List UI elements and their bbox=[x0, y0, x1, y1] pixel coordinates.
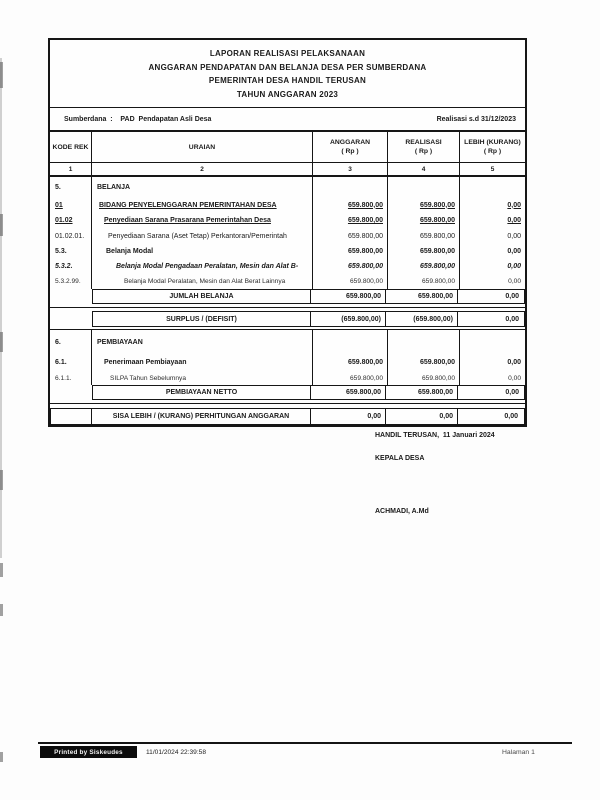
table-row-belanja-modal bbox=[50, 244, 525, 258]
cell-uraian: BIDANG PENYELENGGARAN PEMERINTAHAN DESA bbox=[92, 197, 313, 213]
cell-uraian: Belanja Modal bbox=[92, 244, 313, 258]
table-row-penerimaan-pembiayaan bbox=[50, 354, 525, 371]
report-table bbox=[48, 38, 527, 427]
cell-anggaran: (659.800,00) bbox=[311, 312, 386, 326]
signature-block bbox=[375, 432, 495, 515]
scan-edge-tick bbox=[0, 470, 3, 490]
cell-lebih: 0,00 bbox=[507, 201, 521, 209]
table-header-row bbox=[50, 132, 525, 163]
signature-place-date: HANDIL TERUSAN, 11 Januari 2024 bbox=[375, 432, 495, 439]
cell-anggaran: 659.800,00 bbox=[313, 354, 388, 371]
table-row-penyediaan-aset bbox=[50, 228, 525, 244]
table-row-silpa bbox=[50, 371, 525, 385]
cell-anggaran: 659.800,00 bbox=[313, 244, 388, 258]
signature-role: KEPALA DESA bbox=[375, 455, 425, 462]
cell-kode: 5.3.2. bbox=[50, 258, 92, 274]
cell-lebih: 0,00 bbox=[507, 359, 521, 366]
pembiayaan-netto-label: PEMBIAYAAN NETTO bbox=[93, 386, 311, 399]
cell-lebih bbox=[460, 177, 525, 197]
cell-anggaran: 659.800,00 bbox=[313, 213, 388, 228]
page-number: Halaman 1 bbox=[502, 749, 535, 756]
cell-realisasi: 0,00 bbox=[386, 409, 458, 424]
table-row-penyediaan-sarana bbox=[50, 213, 525, 228]
cell-lebih: 0,00 bbox=[507, 247, 521, 255]
surplus-defisit-row bbox=[92, 311, 525, 327]
cell-kode: 01.02 bbox=[50, 213, 92, 228]
footer-rule bbox=[38, 742, 572, 744]
cell-kode: 5.3. bbox=[50, 244, 92, 258]
cell-lebih: 0,00 bbox=[505, 315, 519, 323]
table-row-pembiayaan bbox=[50, 330, 525, 354]
cell-lebih: 0,00 bbox=[505, 389, 519, 396]
cell-realisasi: 659.800,00 bbox=[388, 228, 460, 244]
cell-realisasi: 659.800,00 bbox=[388, 274, 460, 289]
cell-anggaran: 0,00 bbox=[311, 409, 386, 424]
header-kode-rek: KODE REK bbox=[50, 132, 92, 162]
cell-kode: 01 bbox=[50, 197, 92, 213]
cell-realisasi: 659.800,00 bbox=[388, 197, 460, 213]
cell-realisasi: 659.800,00 bbox=[388, 213, 460, 228]
cell-uraian: Belanja Modal Pengadaan Peralatan, Mesin dan Alat B- bbox=[92, 258, 313, 274]
meta-row bbox=[50, 108, 525, 132]
cell-realisasi: 659.800,00 bbox=[386, 290, 458, 303]
cell-anggaran: 659.800,00 bbox=[313, 197, 388, 213]
cell-uraian: Penyediaan Sarana Prasarana Pemerintahan Desa bbox=[92, 213, 313, 228]
cell-lebih: 0,00 bbox=[505, 293, 519, 300]
printed-by-badge: Printed by Siskeudes bbox=[40, 746, 137, 758]
cell-anggaran: 659.800,00 bbox=[311, 386, 386, 399]
sisa-lebih-row bbox=[50, 408, 525, 425]
cell-anggaran: 659.800,00 bbox=[313, 228, 388, 244]
table-row-belanja-modal-pengadaan bbox=[50, 258, 525, 274]
cell-anggaran bbox=[313, 330, 388, 354]
table-row-belanja-modal-peralatan bbox=[50, 274, 525, 289]
cell-realisasi: 659.800,00 bbox=[386, 386, 458, 399]
cell-kode-empty bbox=[51, 409, 92, 424]
scan-edge-tick bbox=[0, 214, 3, 236]
surplus-defisit-label: SURPLUS / (DEFISIT) bbox=[93, 312, 311, 326]
header-realisasi: REALISASI ( Rp ) bbox=[388, 132, 460, 162]
cell-lebih: 0,00 bbox=[508, 374, 521, 382]
scan-edge-tick bbox=[0, 752, 3, 762]
cell-lebih: 0,00 bbox=[504, 413, 518, 420]
sisa-lebih-label: SISA LEBIH / (KURANG) PERHITUNGAN ANGGARAN bbox=[92, 409, 311, 424]
cell-kode: 6.1.1. bbox=[50, 371, 92, 385]
cell-anggaran bbox=[313, 177, 388, 197]
cell-kode: 5.3.2.99. bbox=[50, 274, 92, 289]
header-uraian: URAIAN bbox=[92, 132, 313, 162]
scan-edge-tick bbox=[0, 563, 3, 577]
jumlah-belanja-row bbox=[92, 289, 525, 304]
cell-kode: 01.02.01. bbox=[50, 228, 92, 244]
cell-uraian: PEMBIAYAAN bbox=[92, 330, 313, 354]
cell-lebih: 0,00 bbox=[508, 278, 521, 285]
col-num-5: 5 bbox=[490, 165, 495, 173]
table-row-belanja bbox=[50, 177, 525, 197]
cell-lebih: 0,00 bbox=[507, 232, 521, 240]
cell-lebih: 0,00 bbox=[507, 262, 521, 270]
report-title-line1: LAPORAN REALISASI PELAKSANAAN bbox=[209, 49, 366, 58]
report-title-block bbox=[50, 40, 525, 108]
cell-kode: 6.1. bbox=[50, 354, 92, 371]
table-row-bidang bbox=[50, 197, 525, 213]
scan-edge-tick bbox=[0, 62, 3, 88]
scan-edge-tick bbox=[0, 604, 3, 616]
cell-lebih: 0,00 bbox=[507, 217, 521, 224]
cell-lebih bbox=[460, 330, 525, 354]
cell-kode: 5. bbox=[50, 177, 92, 197]
cell-uraian: Belanja Modal Peralatan, Mesin dan Alat Berat Lainnya bbox=[92, 274, 313, 289]
cell-uraian: BELANJA bbox=[92, 177, 313, 197]
jumlah-belanja-label: JUMLAH BELANJA bbox=[93, 290, 311, 303]
cell-anggaran: 659.800,00 bbox=[313, 371, 388, 385]
cell-realisasi: 659.800,00 bbox=[388, 258, 460, 274]
cell-kode: 6. bbox=[50, 330, 92, 354]
cell-realisasi bbox=[388, 177, 460, 197]
cell-uraian: Penerimaan Pembiayaan bbox=[92, 354, 313, 371]
scan-edge-tick bbox=[0, 332, 3, 352]
col-num-2: 2 bbox=[92, 163, 313, 175]
cell-realisasi: 659.800,00 bbox=[388, 354, 460, 371]
sumberdana-label: Sumberdana : PAD Pendapatan Asli Desa bbox=[64, 115, 212, 123]
report-title-line4: TAHUN ANGGARAN 2023 bbox=[236, 89, 339, 99]
cell-realisasi: 659.800,00 bbox=[388, 244, 460, 258]
pembiayaan-netto-row bbox=[92, 385, 525, 400]
cell-uraian: Penyediaan Sarana (Aset Tetap) Perkantoran/Pemerintah bbox=[92, 228, 313, 244]
header-anggaran: ANGGARAN ( Rp ) bbox=[313, 132, 388, 162]
col-num-3: 3 bbox=[313, 163, 388, 175]
realisasi-period: Realisasi s.d 31/12/2023 bbox=[436, 115, 516, 123]
cell-anggaran: 659.800,00 bbox=[311, 290, 386, 303]
cell-uraian: SILPA Tahun Sebelumnya bbox=[92, 371, 313, 385]
cell-realisasi bbox=[388, 330, 460, 354]
cell-realisasi: 659.800,00 bbox=[388, 371, 460, 385]
report-title-line3: PEMERINTAH DESA HANDIL TERUSAN bbox=[208, 76, 367, 85]
signature-name: ACHMADI, A.Md bbox=[375, 508, 429, 515]
header-lebih-kurang: LEBIH (KURANG) ( Rp ) bbox=[464, 139, 521, 155]
report-title-line2: ANGGARAN PENDAPATAN DAN BELANJA DESA PER SUMBERDANA bbox=[148, 62, 427, 72]
col-num-4: 4 bbox=[388, 163, 460, 175]
cell-realisasi: (659.800,00) bbox=[386, 312, 458, 326]
print-datetime: 11/01/2024 22:39:58 bbox=[146, 749, 207, 756]
cell-anggaran: 659.800,00 bbox=[313, 274, 388, 289]
column-number-row bbox=[50, 163, 525, 177]
col-num-1: 1 bbox=[50, 163, 92, 175]
cell-anggaran: 659.800,00 bbox=[313, 258, 388, 274]
